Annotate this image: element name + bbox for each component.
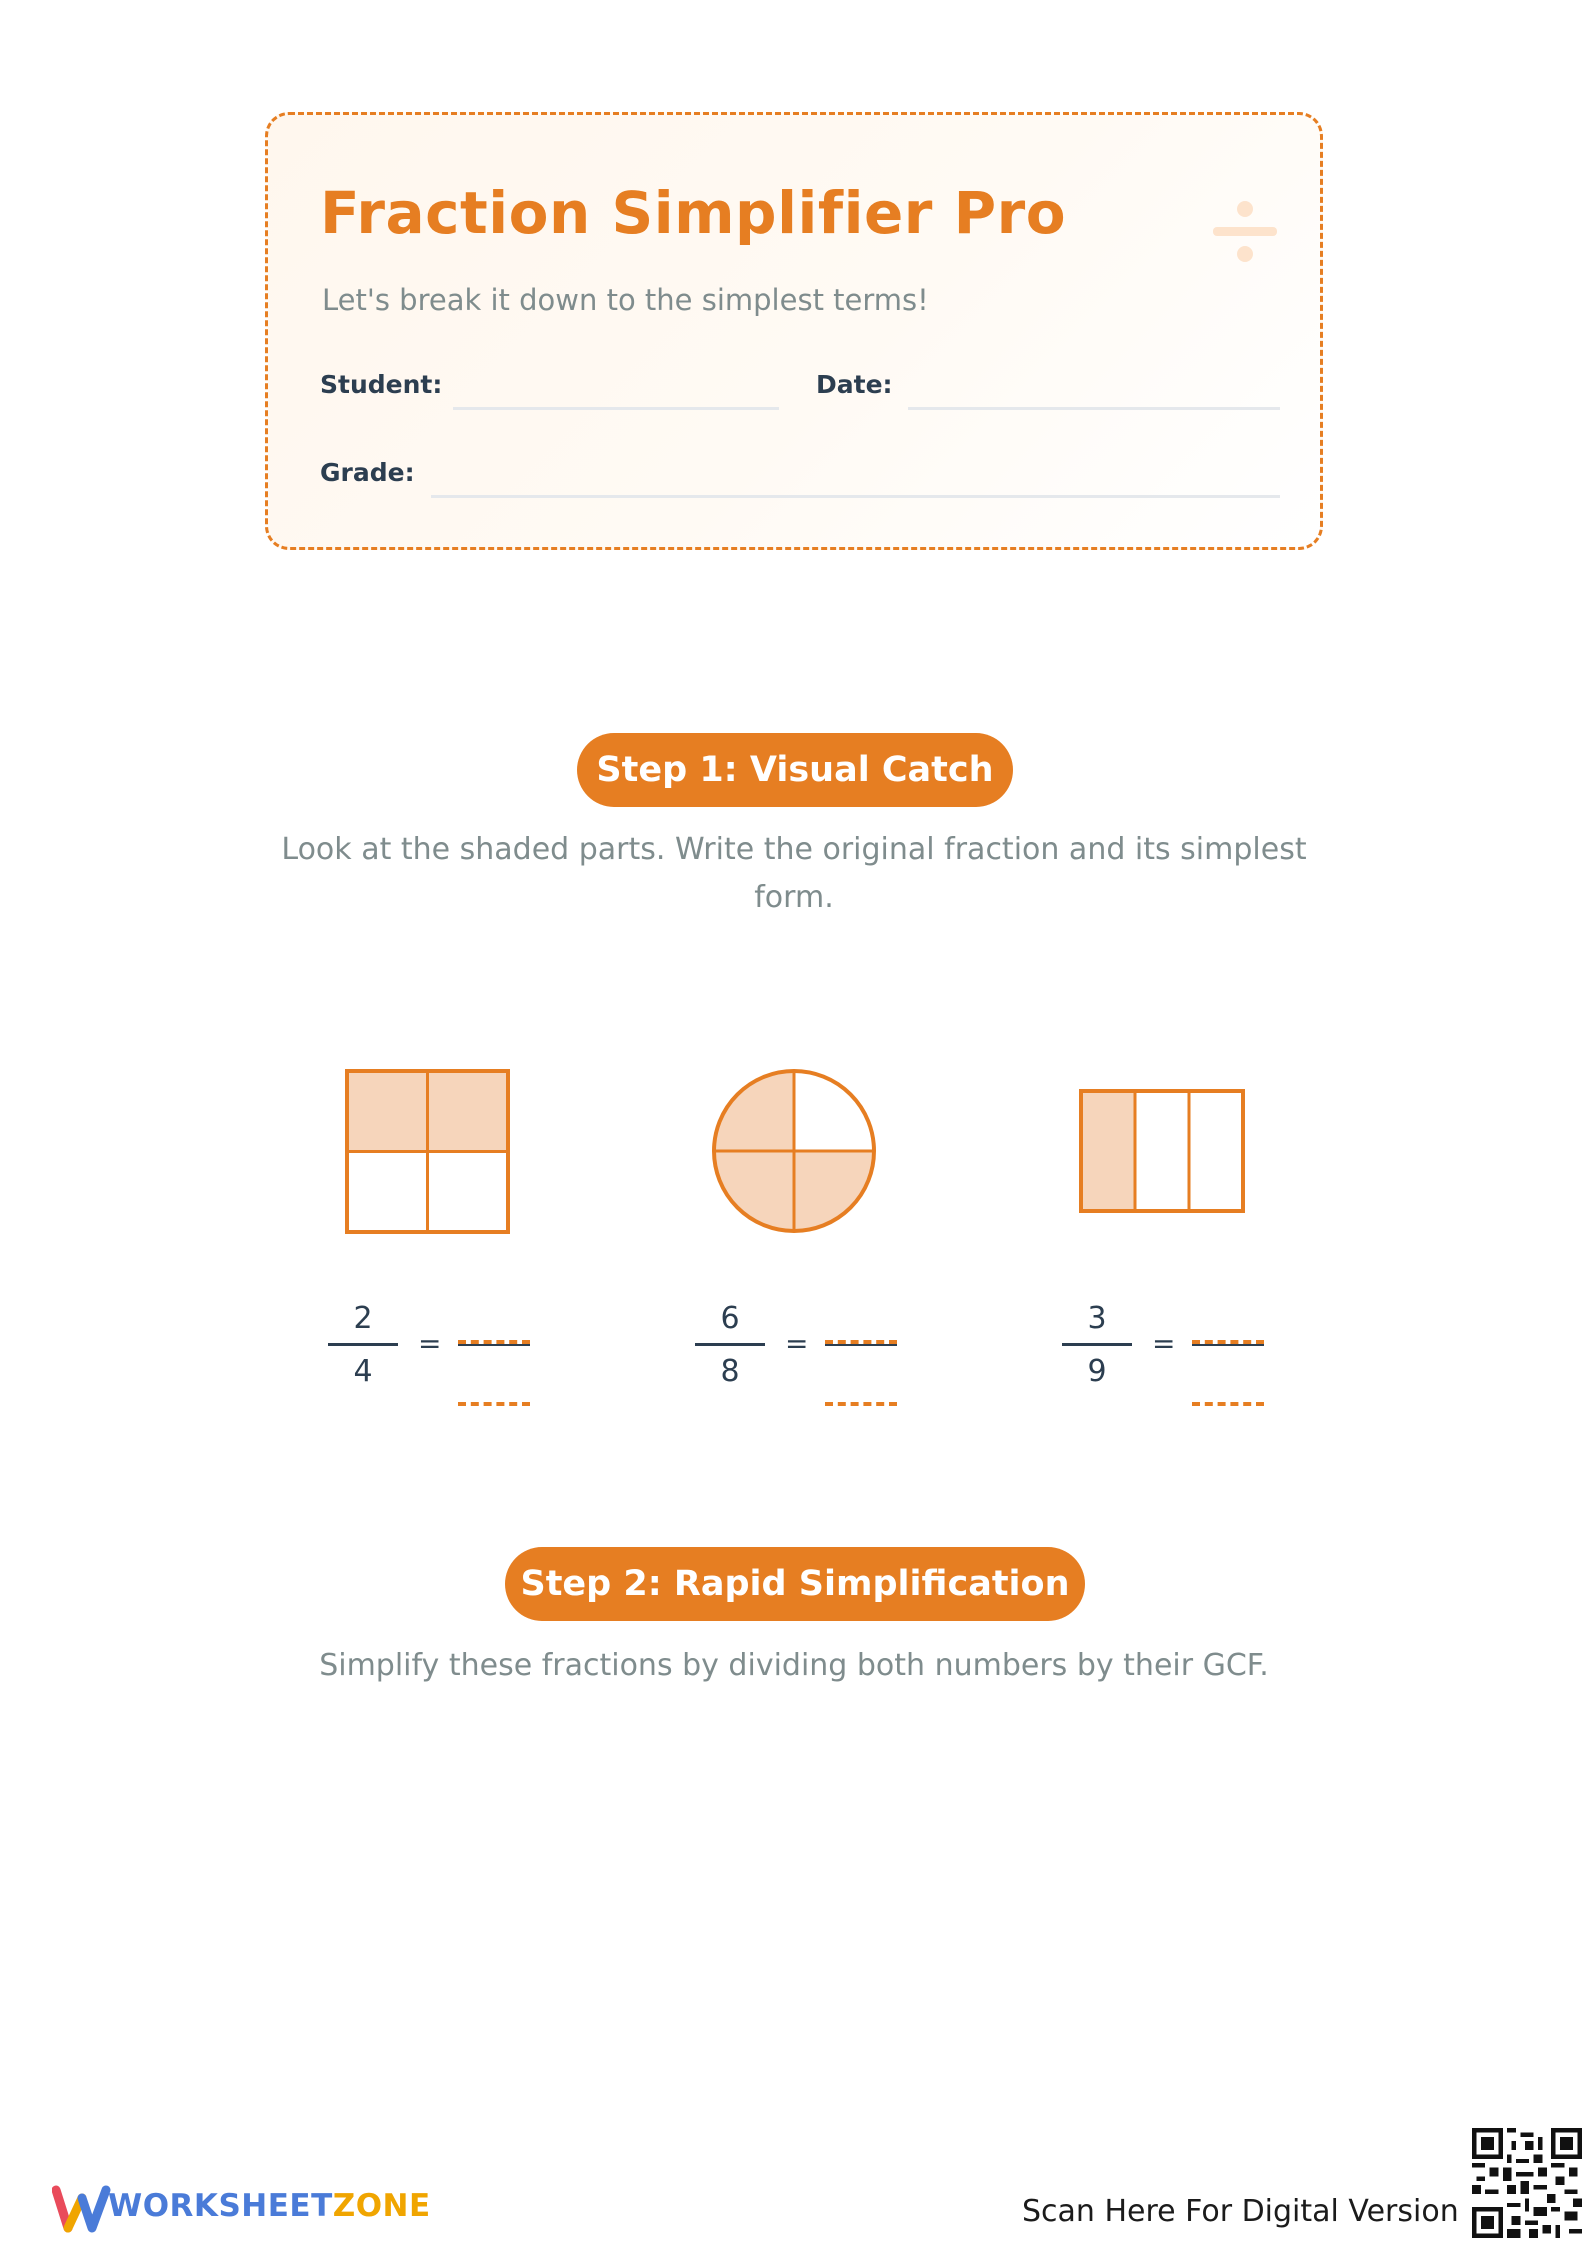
answer-denominator-blank[interactable] [1192, 1402, 1264, 1406]
fraction-denominator: 4 [353, 1354, 373, 1389]
square-grid-shape [344, 1068, 514, 1238]
rectangle-thirds-shape [1078, 1088, 1248, 1216]
answer-numerator-blank[interactable] [1192, 1340, 1264, 1346]
date-field[interactable] [908, 407, 1280, 410]
answer-denominator-blank[interactable] [825, 1402, 897, 1406]
student-label: Student: [320, 370, 443, 399]
scan-text: Scan Here For Digital Version [1022, 2194, 1459, 2229]
circle-quarters-shape [711, 1068, 881, 1238]
equals-sign: = [1152, 1327, 1176, 1360]
page-subtitle: Let's break it down to the simplest terms! [322, 283, 929, 317]
equals-sign: = [785, 1327, 809, 1360]
step1-badge: Step 1: Visual Catch [577, 733, 1013, 807]
answer-numerator-blank[interactable] [825, 1340, 897, 1346]
fraction-bar [1062, 1343, 1132, 1346]
step2-badge: Step 2: Rapid Simplification [505, 1547, 1085, 1621]
logo-text-part2: ZONE [332, 2188, 431, 2224]
answer-denominator-blank[interactable] [458, 1402, 530, 1406]
fraction-denominator: 8 [720, 1354, 740, 1389]
fraction-bar [695, 1343, 765, 1346]
step2-instruction: Simplify these fractions by dividing both numbers by their GCF. [319, 1648, 1269, 1683]
answer-numerator-blank[interactable] [458, 1340, 530, 1346]
worksheetzone-logo-icon [52, 2182, 112, 2234]
fraction-numerator: 2 [353, 1301, 373, 1336]
divide-icon [1211, 197, 1279, 265]
logo-text-part1: WORKSHEET [108, 2188, 333, 2224]
date-label: Date: [816, 370, 893, 399]
qr-code-icon[interactable] [1472, 2128, 1582, 2238]
fraction-denominator: 9 [1087, 1354, 1107, 1389]
fraction-bar [328, 1343, 398, 1346]
step1-instruction: Look at the shaded parts. Write the original fraction and its simplest form. [281, 832, 1307, 915]
equals-sign: = [418, 1327, 442, 1360]
page-title: Fraction Simplifier Pro [320, 179, 1067, 247]
fraction-numerator: 6 [720, 1301, 740, 1336]
grade-field[interactable] [431, 495, 1280, 498]
fraction-numerator: 3 [1087, 1301, 1107, 1336]
worksheetzone-logo-text [108, 2188, 431, 2224]
grade-label: Grade: [320, 458, 415, 487]
header-card [265, 112, 1323, 550]
student-field[interactable] [453, 407, 779, 410]
